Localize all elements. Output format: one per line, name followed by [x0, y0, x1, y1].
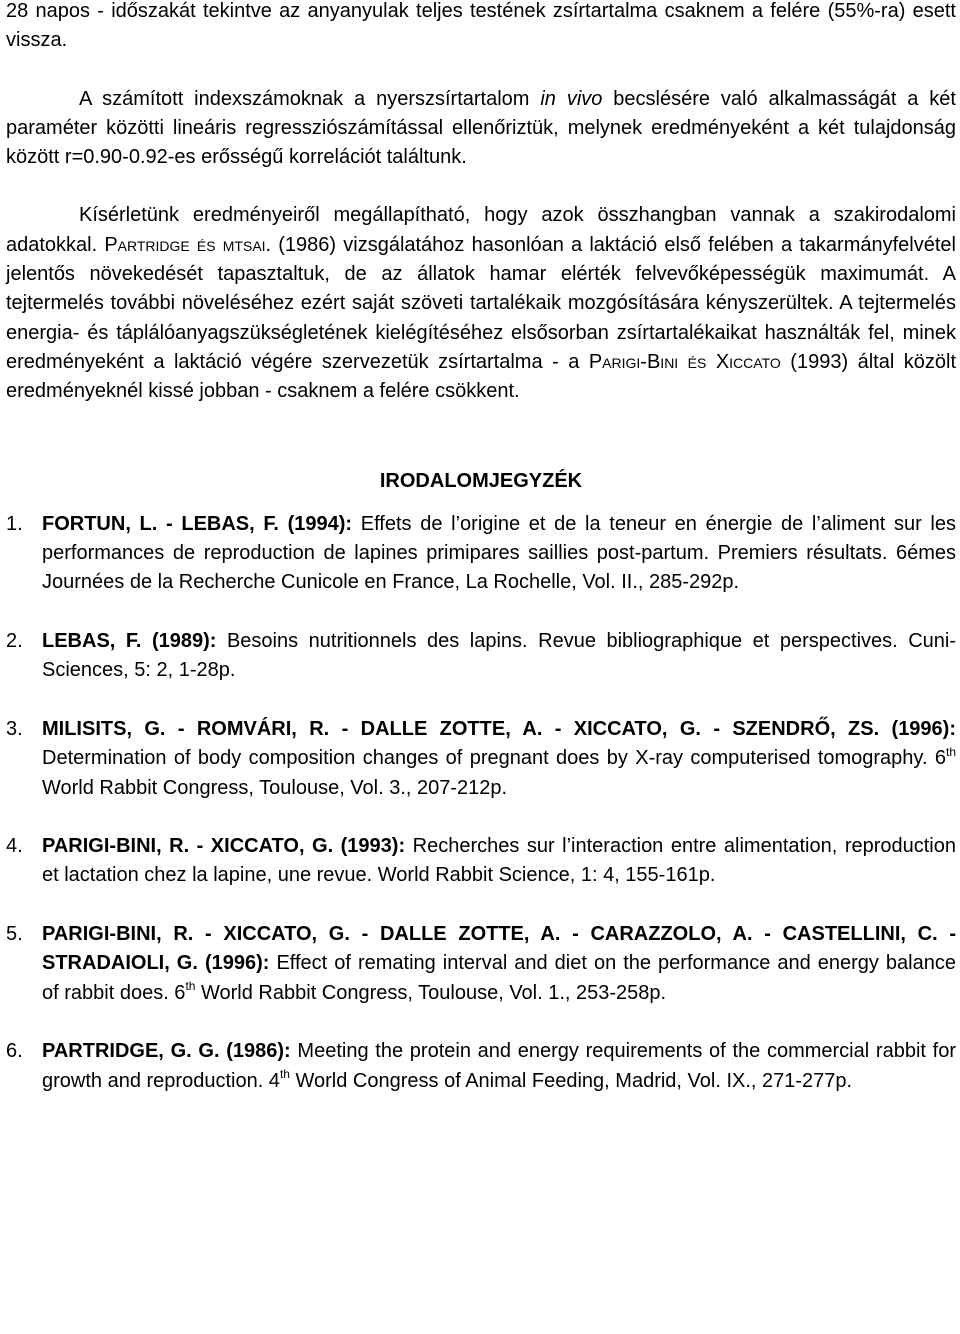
paragraph-continuation: 28 napos - időszakát tekintve az anyanyulak teljes testének zsírtartalma csaknem a felére (55%-ra) esett vissza.	[6, 0, 956, 52]
reference-number: 5.	[6, 923, 23, 946]
reference-text: Meeting the protein and energy requirements of the commercial rabbit for growth and reproduction. 4	[42, 1040, 956, 1092]
reference-item	[6, 1037, 956, 1096]
reference-number: 4.	[6, 835, 23, 858]
reference-text-tail: World Rabbit Congress, Toulouse, Vol. 1., 253-258p.	[195, 981, 667, 1004]
reference-item	[6, 832, 956, 891]
reference-number: 1.	[6, 512, 23, 535]
reference-text-tail: World Rabbit Congress, Toulouse, Vol. 3., 207-212p.	[42, 776, 508, 799]
reference-text: Effect of remating interval and diet on the performance and energy balance of rabbit does. 6	[42, 952, 956, 1004]
author-citation: Partridge és mtsai.	[104, 233, 272, 256]
reference-text: Besoins nutritionnels des lapins. Revue bibliographique et perspectives. Cuni-Sciences, 5: 2, 1-28p.	[42, 630, 957, 682]
paragraph-text: Kísérletünk eredményeiről megállapítható, hogy azok összhangban vannak a szakirodalomi adatokkal.	[6, 204, 956, 256]
reference-text: Determination of body composition changes of pregnant does by X-ray computerised tomography. 6	[42, 747, 946, 770]
reference-authors: MILISITS, G. - ROMVÁRI, R. - DALLE ZOTTE, A. - XICCATO, G. - SZENDRŐ, ZS. (1996):	[42, 717, 956, 740]
paragraph-text: (1986) vizsgálatához hasonlóan a laktáció első felében a takarmányfelvétel jelentős növekedését tapasztaltuk, de az állatok hamar elérték felvevőképességük maximumát. A tejtermelés további növeléséhez ezért saját szöveti tartalékaik mozgósítására kényszerültek. A tejtermelés energia- és táplálóanyagszükségletének kielégítéséhez elsősorban zsírtartalékaikat használták fel, minek eredményeként a laktáció végére szervezetük zsírtartalma - a	[6, 233, 956, 373]
reference-number: 6.	[6, 1040, 23, 1063]
reference-authors: PARIGI-BINI, R. - XICCATO, G. (1993):	[42, 835, 406, 858]
reference-authors: PARTRIDGE, G. G. (1986):	[42, 1040, 291, 1063]
reference-text-tail: World Congress of Animal Feeding, Madrid, Vol. IX., 271-277p.	[289, 1069, 853, 1092]
reference-authors: LEBAS, F. (1989):	[42, 630, 217, 653]
reference-item	[6, 627, 956, 686]
reference-number: 2.	[6, 630, 23, 653]
italic-term: in vivo	[540, 87, 603, 110]
reference-list	[6, 510, 956, 1096]
ordinal-superscript: th	[945, 744, 956, 759]
reference-item	[6, 510, 956, 598]
reference-item	[6, 920, 956, 1008]
ordinal-superscript: th	[279, 1066, 290, 1081]
reference-authors: FORTUN, L. - LEBAS, F. (1994):	[42, 512, 353, 535]
reference-text: Effets de l’origine et de la teneur en énergie de l’aliment sur les performances de reproduction de lapines primipares saillies post-partum. Premiers résultats. 6émes Journées de la Recherche Cunicole en France, La Rochelle, Vol. II., 285-292p.	[42, 512, 956, 594]
paragraph-regression	[6, 85, 956, 173]
ordinal-superscript: th	[185, 978, 196, 993]
references-heading: IRODALOMJEGYZÉK	[379, 469, 583, 492]
reference-authors: PARIGI-BINI, R. - XICCATO, G. - DALLE ZOTTE, A. - CARAZZOLO, A. - CASTELLINI, C. - STRADAIOLI, G. (1996):	[42, 923, 956, 975]
reference-number: 3.	[6, 717, 23, 740]
paragraph-text: becslésére való alkalmasságát a két paraméter közötti lineáris regressziószámítással ellenőriztük, melynek eredményeként a két tulajdonság között r=0.90-0.92-es erősségű korrelációt találtunk.	[6, 87, 956, 169]
paragraph-text: A számított indexszámoknak a nyerszsírtartalom	[79, 87, 541, 110]
author-citation: Parigi-Bini és Xiccato	[588, 350, 781, 373]
paragraph-text: (1993) által közölt eredményeknél kissé jobban - csaknem a felére csökkent.	[6, 350, 957, 403]
reference-item	[6, 715, 956, 803]
reference-text: Recherches sur l’interaction entre alimentation, reproduction et lactation chez la lapine, une revue. World Rabbit Science, 1: 4, 155-161p.	[42, 835, 956, 887]
paragraph-discussion	[6, 201, 956, 406]
